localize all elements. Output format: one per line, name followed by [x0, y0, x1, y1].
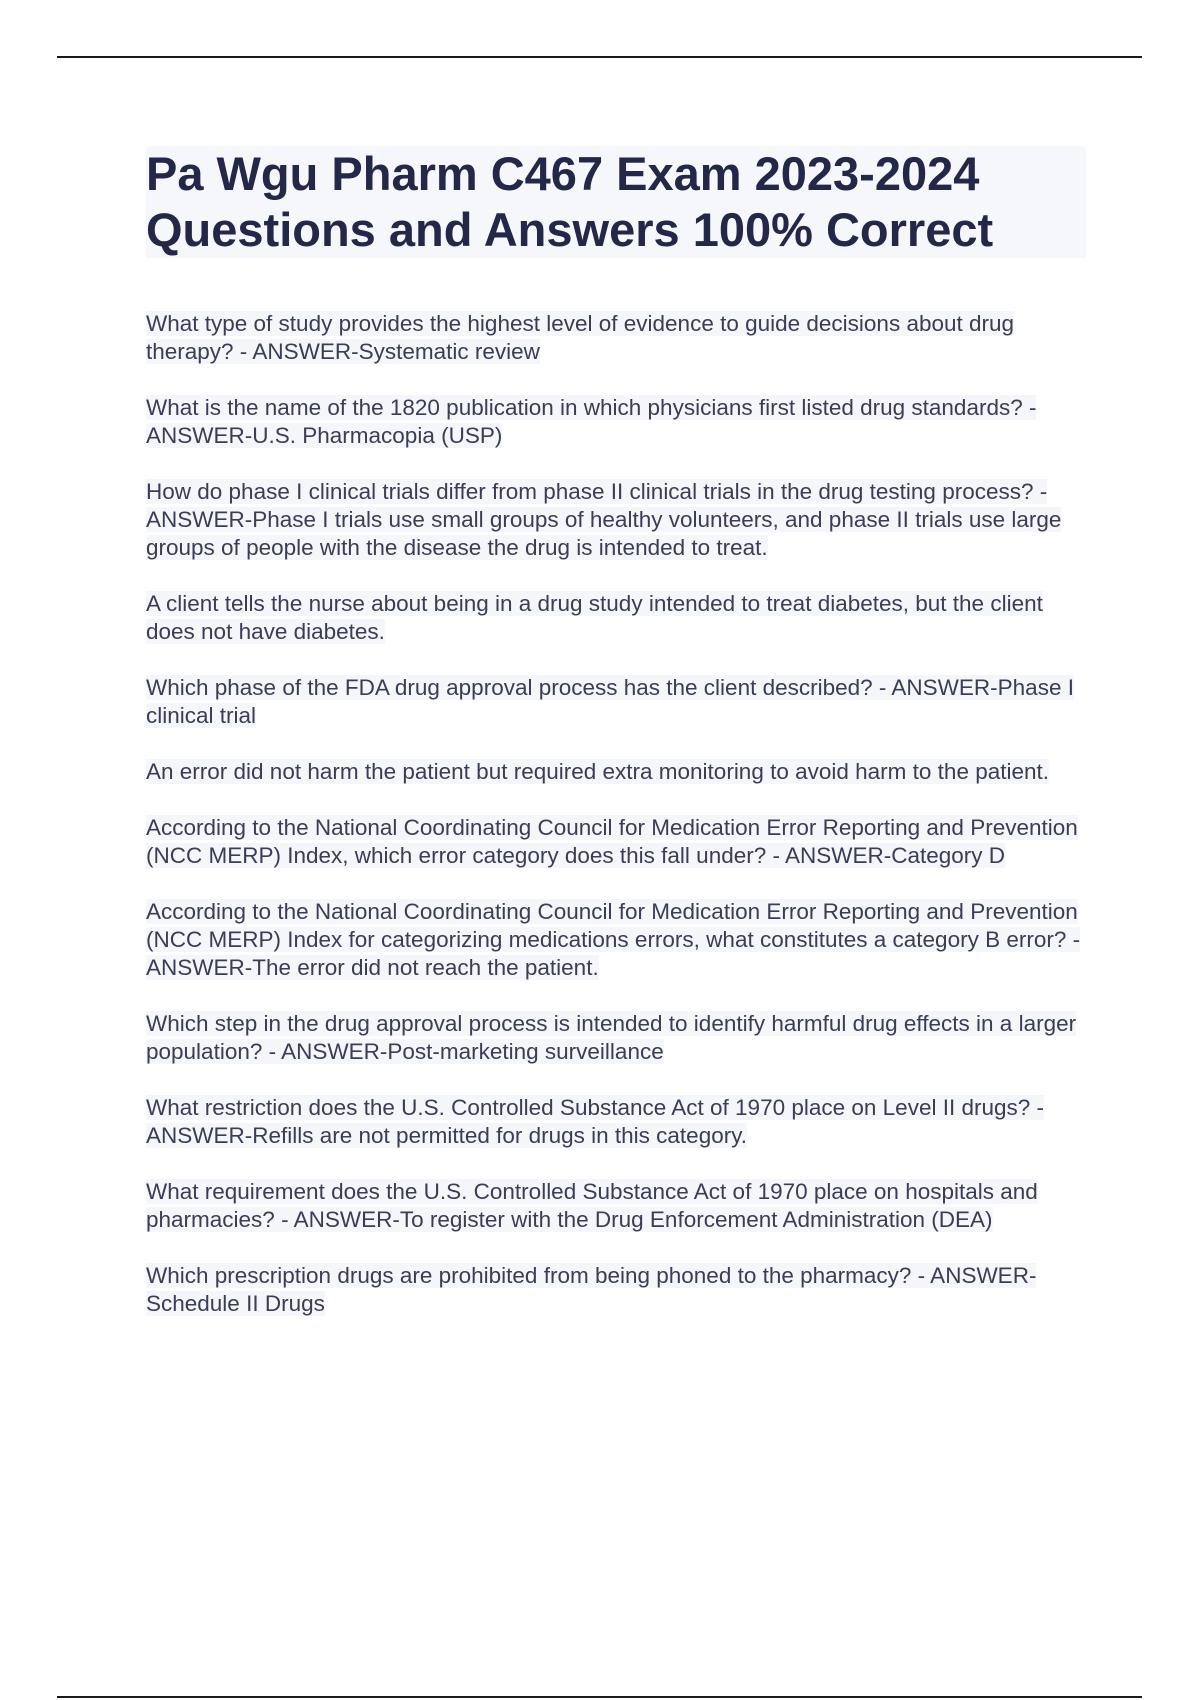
- paragraph-text: What type of study provides the highest level of evidence to guide decisions about drug therapy? - ANSWER-Systematic review: [146, 311, 1015, 364]
- bottom-rule: [57, 1696, 1142, 1698]
- qa-paragraph: [146, 1178, 1086, 1234]
- qa-paragraph: [146, 898, 1086, 982]
- title-block: [146, 146, 1086, 258]
- qa-paragraph: [146, 1010, 1086, 1066]
- paragraph-text: According to the National Coordinating Council for Medication Error Reporting and Prevention (NCC MERP) Index for categorizing medications errors, what constitutes a category B error? - ANSWER-The error did not reach the patient.: [146, 899, 1081, 980]
- paragraph-text: Which prescription drugs are prohibited from being phoned to the pharmacy? - ANSWER-Schedule II Drugs: [146, 1263, 1037, 1316]
- document-title: Pa Wgu Pharm C467 Exam 2023-2024 Questions and Answers 100% Correct: [146, 147, 994, 256]
- paragraph-text: A client tells the nurse about being in a drug study intended to treat diabetes, but the client does not have diabetes.: [146, 591, 1043, 644]
- paragraph-text: What requirement does the U.S. Controlled Substance Act of 1970 place on hospitals and pharmacies? - ANSWER-To register with the Drug Enforcement Administration (DEA): [146, 1179, 1038, 1232]
- paragraph-text: What restriction does the U.S. Controlled Substance Act of 1970 place on Level II drugs? - ANSWER-Refills are not permitted for drugs in this category.: [146, 1095, 1045, 1148]
- qa-paragraph: [146, 1262, 1086, 1318]
- qa-paragraph: [146, 478, 1086, 562]
- qa-paragraph: [146, 758, 1086, 786]
- paragraph-text: Which phase of the FDA drug approval process has the client described? - ANSWER-Phase I clinical trial: [146, 675, 1074, 728]
- top-rule: [57, 56, 1142, 58]
- qa-paragraph: [146, 394, 1086, 450]
- paragraph-text: An error did not harm the patient but required extra monitoring to avoid harm to the patient.: [146, 759, 1050, 784]
- qa-paragraph: [146, 814, 1086, 870]
- paragraph-text: How do phase I clinical trials differ from phase II clinical trials in the drug testing process? - ANSWER-Phase I trials use small groups of healthy volunteers, and phase II trials use large groups of people with the disease the drug is intended to treat.: [146, 479, 1062, 560]
- paragraph-text: What is the name of the 1820 publication in which physicians first listed drug standards? - ANSWER-U.S. Pharmacopia (USP): [146, 395, 1037, 448]
- qa-paragraph: [146, 590, 1086, 646]
- qa-paragraph: [146, 1094, 1086, 1150]
- qa-list: [146, 310, 1086, 1318]
- document-body: [146, 146, 1086, 1346]
- qa-paragraph: [146, 674, 1086, 730]
- paragraph-text: Which step in the drug approval process is intended to identify harmful drug effects in a larger population? - ANSWER-Post-marketing surveillance: [146, 1011, 1077, 1064]
- qa-paragraph: [146, 310, 1086, 366]
- paragraph-text: According to the National Coordinating Council for Medication Error Reporting and Prevention (NCC MERP) Index, which error category does this fall under? - ANSWER-Category D: [146, 815, 1078, 868]
